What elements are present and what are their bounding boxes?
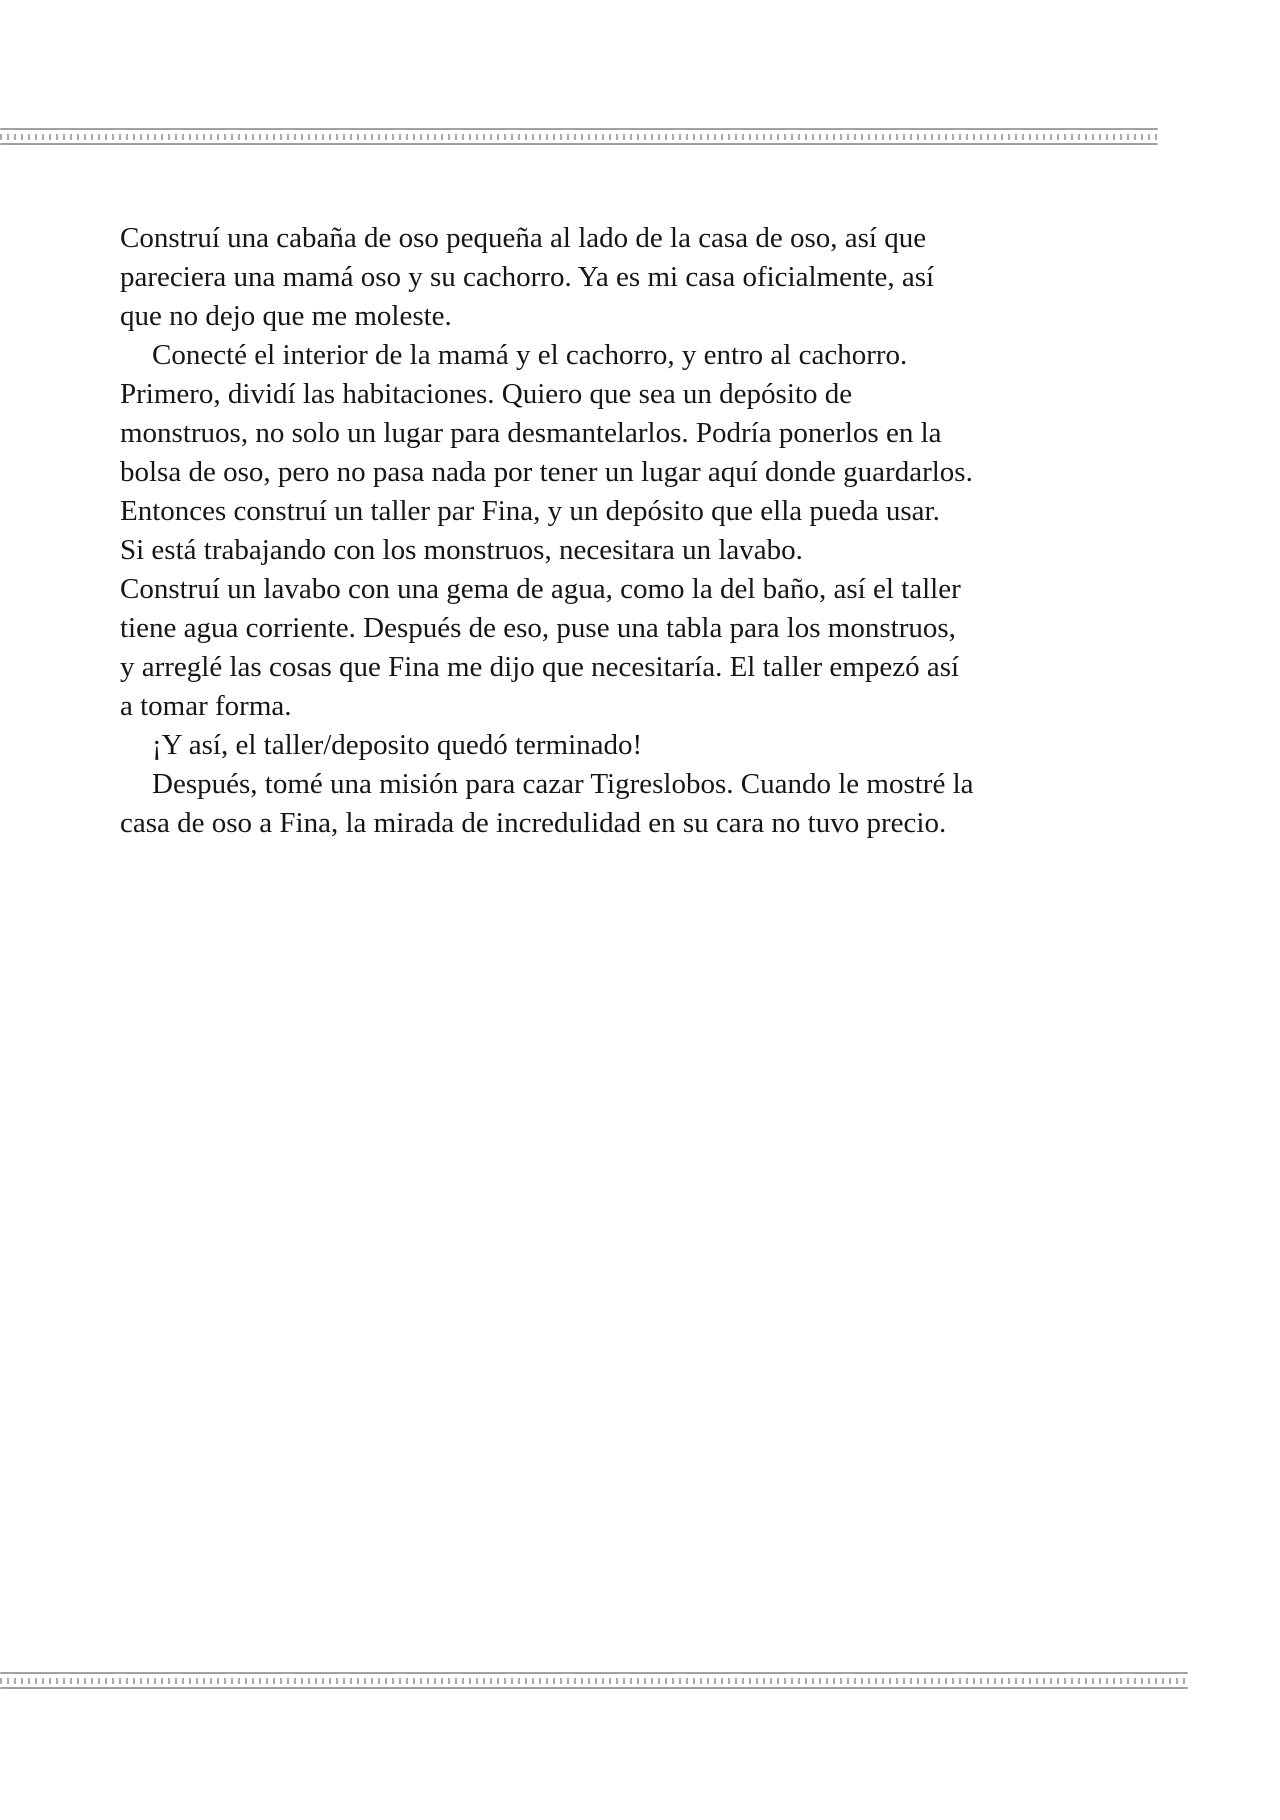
text-line: Conecté el interior de la mamá y el cachorro, y entro al cachorro.: [152, 339, 908, 371]
top-border-upper-rule: [0, 128, 1158, 130]
text-line: Si está trabajando con los monstruos, necesitara un lavabo.: [120, 534, 803, 566]
text-line: que no dejo que me moleste.: [120, 300, 452, 332]
text-line: Entonces construí un taller par Fina, y un depósito que ella pueda usar.: [120, 495, 940, 527]
bottom-border-lower-rule: [0, 1687, 1188, 1689]
text-line: Construí una cabaña de oso pequeña al lado de la casa de oso, así que: [120, 222, 927, 254]
text-line: a tomar forma.: [120, 690, 292, 722]
text-line: bolsa de oso, pero no pasa nada por tener un lugar aquí donde guardarlos.: [120, 456, 973, 488]
text-line: y arreglé las cosas que Fina me dijo que necesitaría. El taller empezó así: [120, 651, 960, 683]
top-border-decoration: [0, 128, 1158, 147]
top-border-lower-rule: [0, 143, 1158, 145]
page-text: [120, 219, 1060, 843]
bottom-border-decoration: [0, 1672, 1188, 1691]
text-line: Primero, dividí las habitaciones. Quiero que sea un depósito de: [120, 378, 853, 410]
text-line: monstruos, no solo un lugar para desmantelarlos. Podría ponerlos en la: [120, 417, 942, 449]
top-border-dotted-row: [0, 134, 1158, 140]
text-line: tiene agua corriente. Después de eso, puse una tabla para los monstruos,: [120, 612, 956, 644]
bottom-border-dotted-row: [0, 1678, 1188, 1684]
text-line: casa de oso a Fina, la mirada de incredulidad en su cara no tuvo precio.: [120, 807, 947, 839]
text-line: ¡Y así, el taller/deposito quedó terminado!: [152, 729, 643, 761]
text-line: Construí un lavabo con una gema de agua, como la del baño, así el taller: [120, 573, 961, 605]
bottom-border-upper-rule: [0, 1672, 1188, 1674]
text-line: pareciera una mamá oso y su cachorro. Ya es mi casa oficialmente, así: [120, 261, 935, 293]
text-line: Después, tomé una misión para cazar Tigreslobos. Cuando le mostré la: [152, 768, 974, 800]
